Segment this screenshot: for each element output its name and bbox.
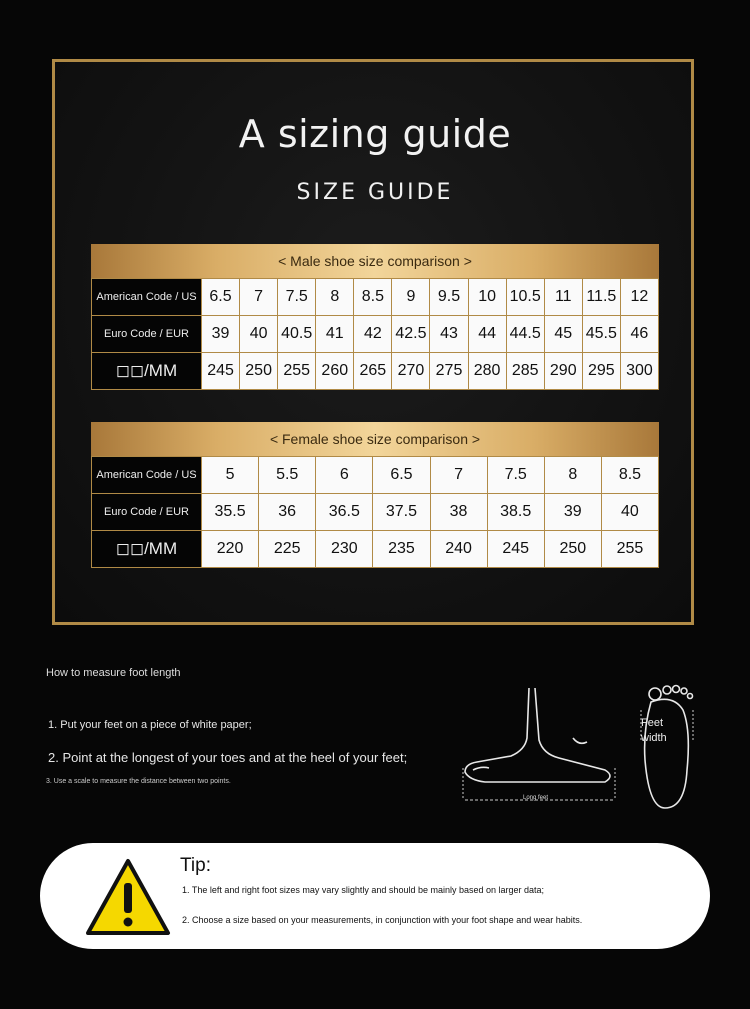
- size-cell: 245: [487, 531, 544, 568]
- size-cell: 230: [316, 531, 373, 568]
- size-cell: 250: [240, 353, 278, 390]
- female-table-caption: < Female shoe size comparison >: [91, 422, 659, 456]
- size-cell: 7: [430, 457, 487, 494]
- row-label: American Code / US: [92, 457, 202, 494]
- measure-step-1: 1. Put your feet on a piece of white paper;: [48, 719, 252, 731]
- long-feet-label: Long feet: [523, 795, 549, 801]
- size-cell: 38.5: [487, 494, 544, 531]
- size-cell: 275: [430, 353, 468, 390]
- size-cell: 46: [620, 316, 658, 353]
- size-cell: 11.5: [582, 279, 620, 316]
- size-cell: 220: [202, 531, 259, 568]
- measure-step-2: 2. Point at the longest of your toes and at the heel of your feet;: [48, 750, 408, 765]
- page-title: A sizing guide: [238, 112, 512, 156]
- size-cell: 8.5: [601, 457, 658, 494]
- size-row: [92, 531, 659, 568]
- size-cell: 290: [544, 353, 582, 390]
- size-row: [92, 316, 659, 353]
- row-label: ◻◻/MM: [92, 531, 202, 568]
- size-row: [92, 494, 659, 531]
- measure-step-3: 3. Use a scale to measure the distance between two points.: [46, 778, 231, 785]
- size-cell: 9.5: [430, 279, 468, 316]
- male-table-caption: < Male shoe size comparison >: [91, 244, 659, 278]
- size-cell: 39: [544, 494, 601, 531]
- size-cell: 10: [468, 279, 506, 316]
- size-cell: 11: [544, 279, 582, 316]
- size-cell: 7.5: [278, 279, 316, 316]
- size-cell: 36.5: [316, 494, 373, 531]
- row-label: Euro Code / EUR: [92, 494, 202, 531]
- size-cell: 250: [544, 531, 601, 568]
- size-cell: 41: [316, 316, 354, 353]
- size-cell: 7.5: [487, 457, 544, 494]
- size-cell: 42: [354, 316, 392, 353]
- size-cell: 39: [202, 316, 240, 353]
- size-cell: 44: [468, 316, 506, 353]
- size-cell: 8.5: [354, 279, 392, 316]
- size-cell: 270: [392, 353, 430, 390]
- size-cell: 40: [240, 316, 278, 353]
- size-cell: 265: [354, 353, 392, 390]
- size-cell: 5: [202, 457, 259, 494]
- size-cell: 235: [373, 531, 430, 568]
- size-cell: 36: [259, 494, 316, 531]
- feet-width-label-1: Feet: [641, 717, 664, 729]
- tip-line-2: 2. Choose a size based on your measurements, in conjunction with your foot shape and wear habits.: [182, 915, 583, 925]
- row-label: ◻◻/MM: [92, 353, 202, 390]
- warning-triangle-icon: [84, 857, 172, 937]
- tip-card: [40, 843, 710, 949]
- measure-heading: How to measure foot length: [46, 667, 181, 679]
- size-cell: 260: [316, 353, 354, 390]
- row-label: American Code / US: [92, 279, 202, 316]
- size-cell: 40: [601, 494, 658, 531]
- size-cell: 7: [240, 279, 278, 316]
- foot-measurement-illustration: [455, 680, 705, 815]
- row-label: Euro Code / EUR: [92, 316, 202, 353]
- size-cell: 45.5: [582, 316, 620, 353]
- size-cell: 12: [620, 279, 658, 316]
- size-cell: 255: [278, 353, 316, 390]
- size-row: [92, 279, 659, 316]
- sole-foot-icon: [645, 686, 693, 809]
- size-cell: 240: [430, 531, 487, 568]
- size-cell: 6: [316, 457, 373, 494]
- size-cell: 42.5: [392, 316, 430, 353]
- size-cell: 5.5: [259, 457, 316, 494]
- side-foot-icon: [465, 688, 610, 782]
- size-cell: 8: [316, 279, 354, 316]
- size-cell: 285: [506, 353, 544, 390]
- size-cell: 44.5: [506, 316, 544, 353]
- size-cell: 300: [620, 353, 658, 390]
- size-cell: 8: [544, 457, 601, 494]
- size-cell: 295: [582, 353, 620, 390]
- size-cell: 255: [601, 531, 658, 568]
- feet-width-label-2: width: [641, 732, 667, 744]
- female-size-table: [91, 422, 659, 568]
- size-cell: 35.5: [202, 494, 259, 531]
- size-row: [92, 353, 659, 390]
- size-cell: 6.5: [373, 457, 430, 494]
- size-cell: 9: [392, 279, 430, 316]
- size-cell: 37.5: [373, 494, 430, 531]
- tip-line-1: 1. The left and right foot sizes may vary slightly and should be mainly based on larger data;: [182, 885, 545, 895]
- size-cell: 280: [468, 353, 506, 390]
- size-cell: 43: [430, 316, 468, 353]
- size-cell: 10.5: [506, 279, 544, 316]
- size-cell: 45: [544, 316, 582, 353]
- tip-title: Tip:: [180, 855, 211, 876]
- size-row: [92, 457, 659, 494]
- size-cell: 245: [202, 353, 240, 390]
- male-size-table: [91, 244, 659, 390]
- size-cell: 38: [430, 494, 487, 531]
- page-subtitle: SIZE GUIDE: [296, 180, 454, 205]
- size-cell: 225: [259, 531, 316, 568]
- size-cell: 6.5: [202, 279, 240, 316]
- size-cell: 40.5: [278, 316, 316, 353]
